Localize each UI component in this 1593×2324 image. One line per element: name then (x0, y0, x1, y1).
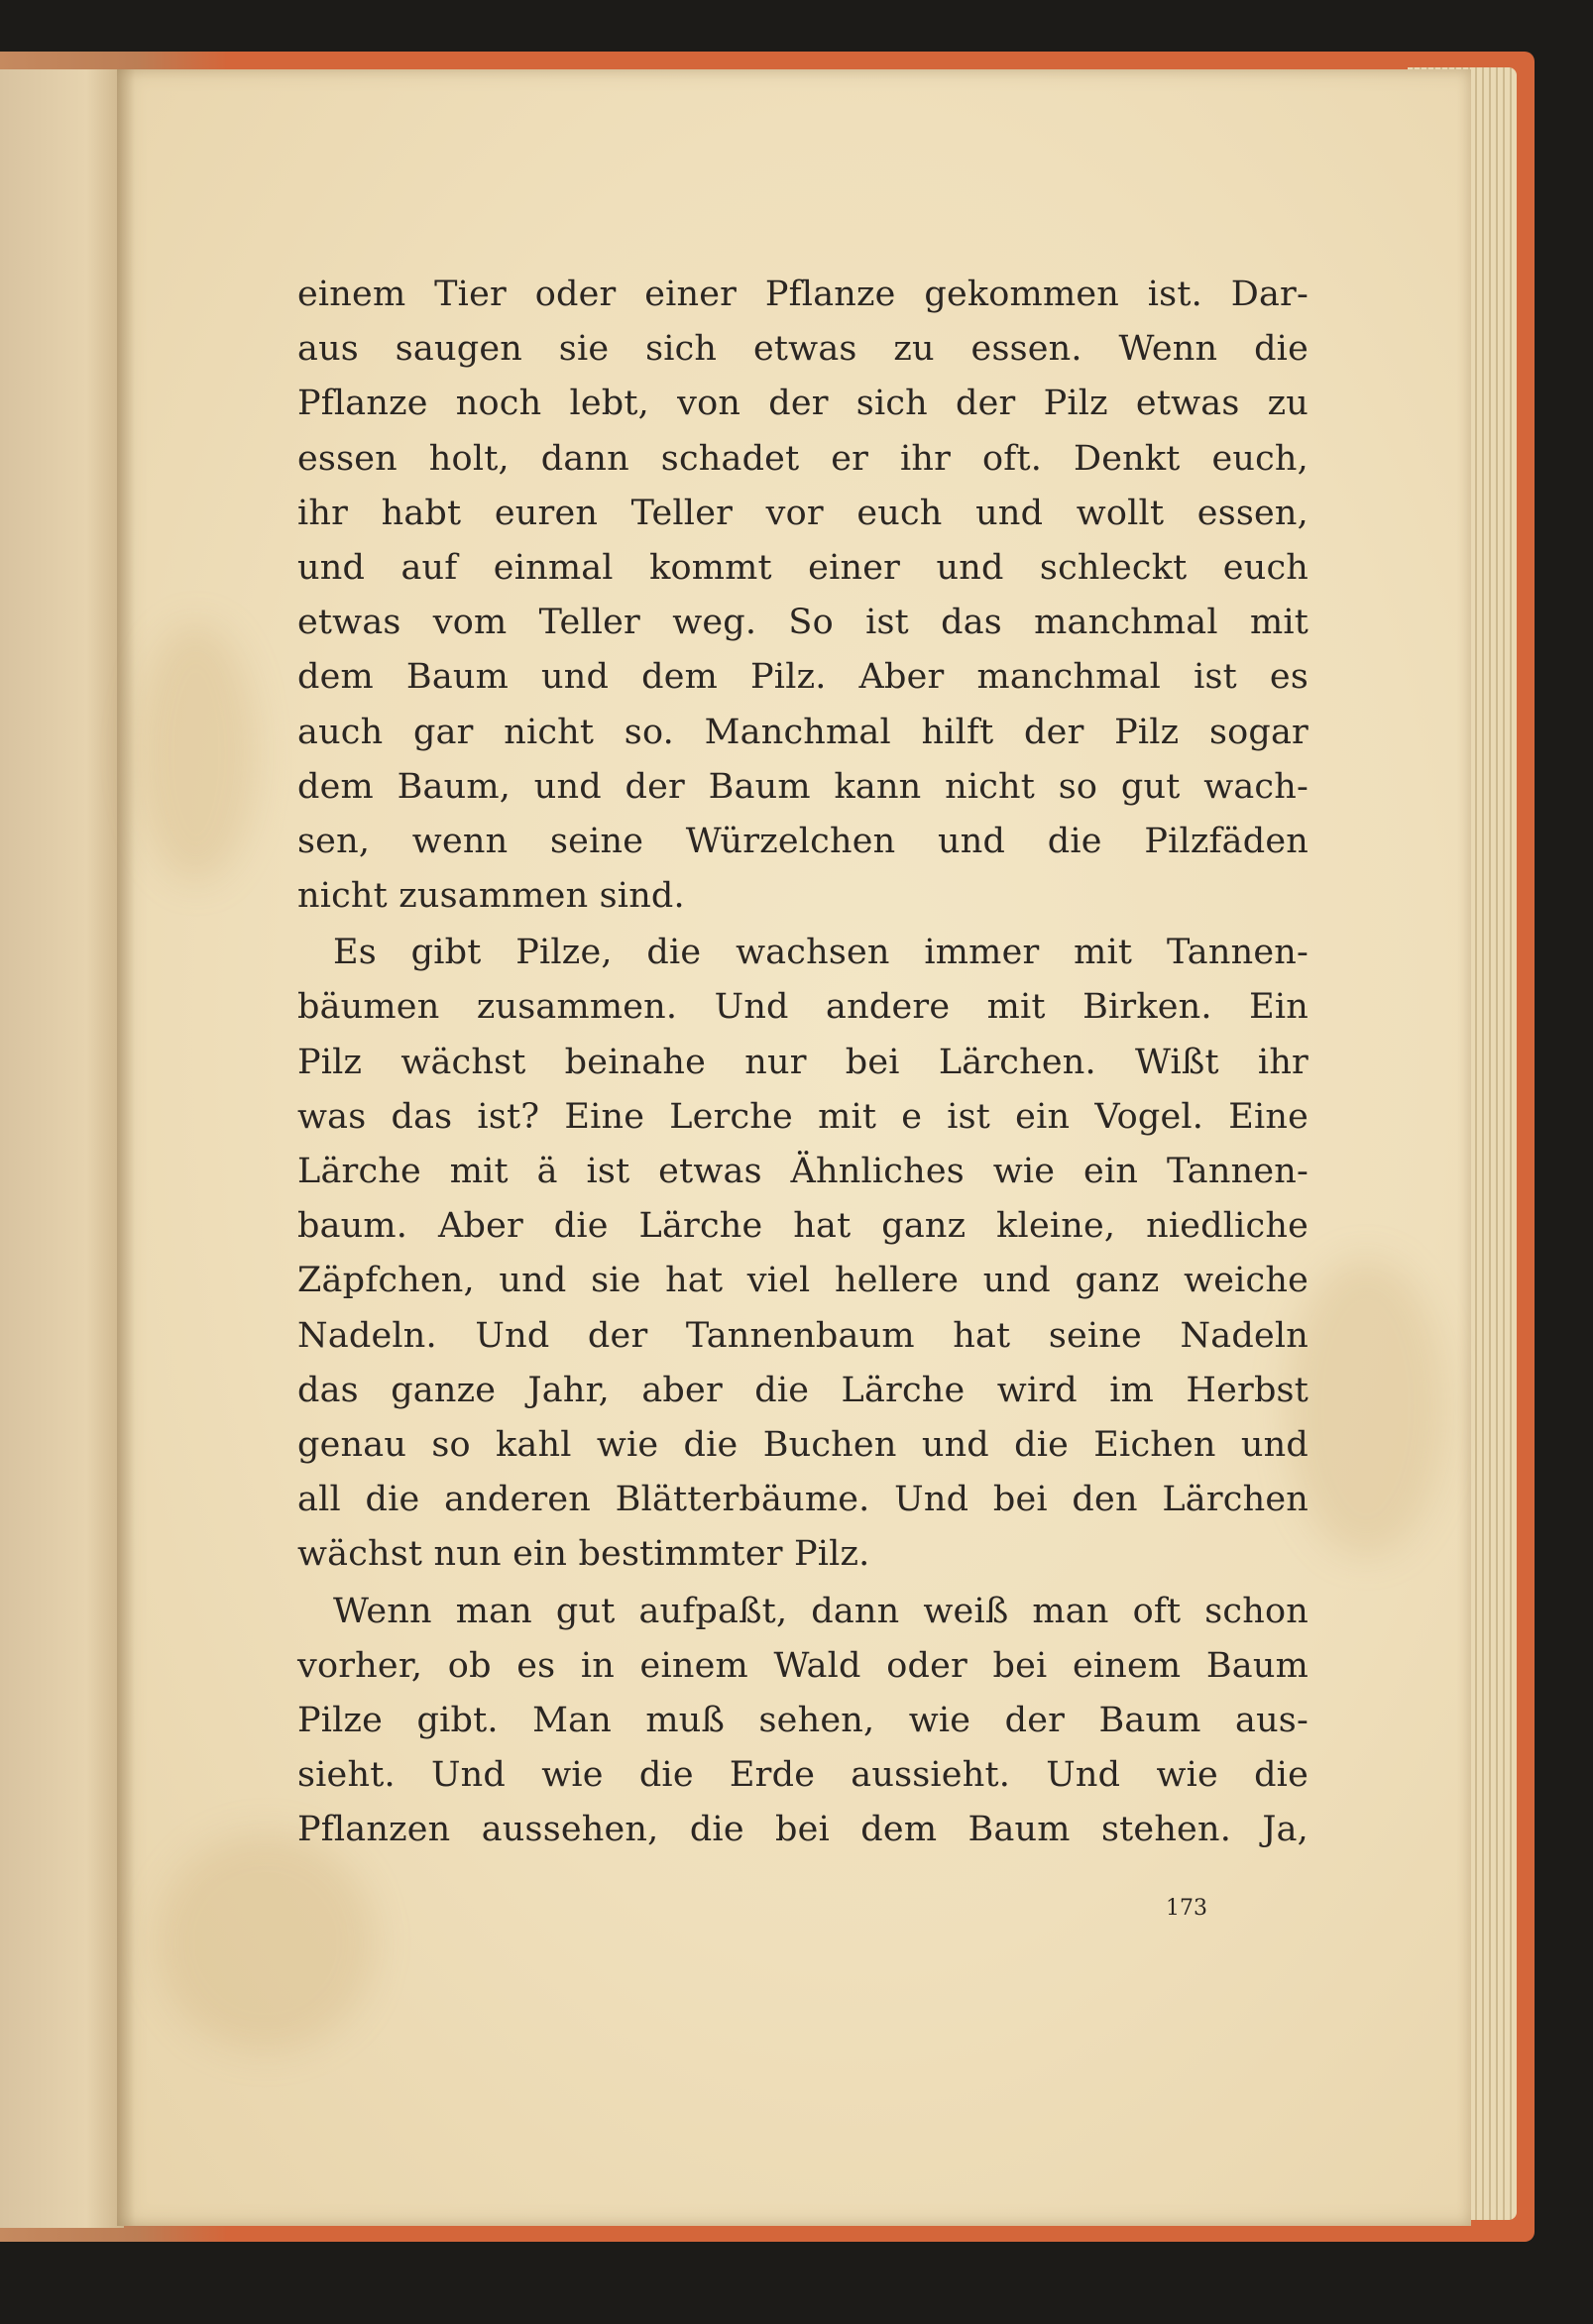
text-line: Pilz wächst beinahe nur bei Lärchen. Wißt ihr (297, 1042, 1309, 1082)
text-line: und auf einmal kommt einer und schleckt euch (297, 547, 1309, 588)
paragraph-3 (297, 1585, 1309, 1858)
paper-stain (1287, 1259, 1445, 1556)
text-line: essen holt, dann schadet er ihr oft. Denkt euch, (297, 438, 1309, 479)
text-line: was das ist? Eine Lerche mit e ist ein Vogel. Eine (297, 1096, 1309, 1137)
text-line: Wenn man gut aufpaßt, dann weiß man oft schon (333, 1591, 1309, 1631)
text-line: Nadeln. Und der Tannenbaum hat seine Nadeln (297, 1315, 1309, 1356)
text-line: genau so kahl wie die Buchen und die Eichen und (297, 1424, 1309, 1465)
text-line: nicht zusammen sind. (297, 876, 685, 917)
text-line: einem Tier oder einer Pflanze gekommen ist. Dar- (297, 275, 1309, 314)
text-line: Pflanze noch lebt, von der sich der Pilz etwas zu (297, 384, 1309, 424)
paragraph-1 (297, 268, 1309, 924)
body-text (297, 268, 1309, 1857)
page-gutter (117, 69, 135, 2226)
text-line: sen, wenn seine Würzelchen und die Pilzfäden (297, 821, 1309, 861)
text-line: sieht. Und wie die Erde aussieht. Und wie die (297, 1755, 1309, 1796)
text-line: auch gar nicht so. Manchmal hilft der Pilz sogar (297, 712, 1309, 752)
text-line: dem Baum, und der Baum kann nicht so gut wach- (297, 766, 1309, 807)
text-line: bäumen zusammen. Und andere mit Birken. Ein (297, 987, 1309, 1028)
text-line: vorher, ob es in einem Wald oder bei einem Baum (297, 1645, 1309, 1686)
text-line: all die anderen Blätterbäume. Und bei den Lärchen (297, 1480, 1309, 1520)
book-page (117, 69, 1471, 2226)
text-line: Pilze gibt. Man muß sehen, wie der Baum aus- (297, 1700, 1309, 1740)
text-line: Lärche mit ä ist etwas Ähnliches wie ein Tannen- (297, 1152, 1309, 1191)
page-number: 173 (1166, 1896, 1207, 1921)
text-line: ihr habt euren Teller vor euch und wollt essen, (297, 493, 1309, 533)
text-line: Es gibt Pilze, die wachsen immer mit Tannen- (333, 933, 1309, 973)
text-line: Zäpfchen, und sie hat viel hellere und ganz weiche (297, 1261, 1309, 1301)
paper-stain (157, 1833, 375, 2051)
text-line: das ganze Jahr, aber die Lärche wird im Herbst (297, 1370, 1309, 1410)
text-line: dem Baum und dem Pilz. Aber manchmal ist es (297, 657, 1309, 698)
text-line: aus saugen sie sich etwas zu essen. Wenn die (297, 329, 1309, 370)
paper-stain (137, 624, 256, 882)
text-line: wächst nun ein bestimmter Pilz. (297, 1534, 870, 1575)
left-page-edge (0, 69, 124, 2228)
paragraph-2 (297, 926, 1309, 1582)
text-line: etwas vom Teller weg. So ist das manchmal mit (297, 603, 1309, 643)
text-line: Pflanzen aussehen, die bei dem Baum stehen. Ja, (297, 1810, 1309, 1850)
text-line: baum. Aber die Lärche hat ganz kleine, niedliche (297, 1206, 1309, 1247)
